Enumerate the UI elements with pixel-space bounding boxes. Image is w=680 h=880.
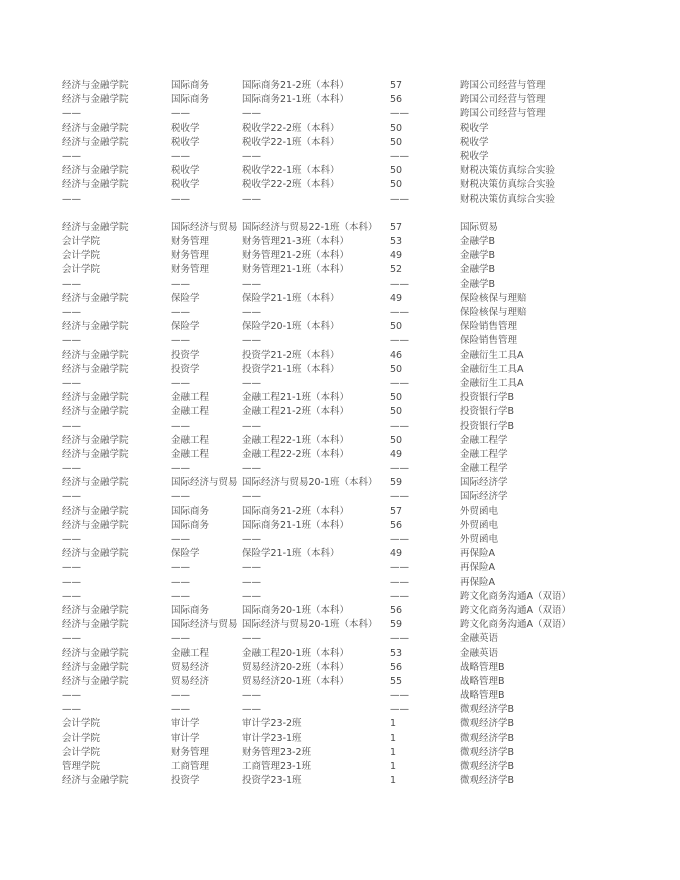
college-cell: 经济与金融学院 [62, 477, 129, 489]
student-count-cell: 50 [390, 165, 403, 177]
class-cell: 保险学21-1班（本科） [242, 548, 340, 560]
college-cell: —— [62, 377, 81, 389]
class-cell: 投资学21-1班（本科） [242, 363, 340, 375]
class-cell: 投资学21-2班（本科） [242, 349, 340, 361]
student-count-cell: 46 [390, 349, 403, 361]
college-cell: —— [62, 463, 81, 475]
college-cell: 经济与金融学院 [62, 321, 129, 333]
course-cell: 外贸函电 [460, 505, 499, 517]
course-cell: 金融衍生工具A [460, 377, 524, 389]
college-cell: 经济与金融学院 [62, 179, 129, 191]
major-cell: —— [171, 534, 190, 545]
student-count-cell: 50 [390, 122, 403, 134]
major-cell: 金融工程 [171, 448, 210, 460]
major-cell: —— [171, 108, 190, 120]
major-cell: 工商管理 [171, 761, 210, 772]
major-cell: 金融工程 [171, 406, 210, 418]
student-count-cell: 55 [390, 675, 403, 687]
major-cell: —— [171, 150, 190, 162]
class-cell: 金融工程22-1班（本科） [242, 434, 350, 446]
college-cell: —— [62, 491, 81, 503]
college-cell: 经济与金融学院 [62, 661, 129, 673]
major-cell: 贸易经济 [171, 661, 210, 673]
college-cell: —— [62, 108, 81, 120]
course-cell: 金融英语 [460, 647, 499, 659]
class-cell: —— [242, 420, 261, 432]
major-cell: —— [171, 491, 190, 503]
course-cell: 保险核保与理赔 [460, 307, 527, 318]
student-count-cell: 57 [390, 80, 403, 91]
college-cell: 经济与金融学院 [62, 406, 129, 418]
major-cell: 国际商务 [171, 604, 210, 616]
class-cell: 财务管理23-2班 [242, 746, 312, 758]
student-count-cell: 49 [390, 548, 403, 560]
student-count-cell: 50 [390, 363, 403, 375]
college-cell: 经济与金融学院 [62, 647, 129, 659]
student-count-cell: 59 [390, 619, 403, 631]
major-cell: —— [171, 576, 190, 588]
course-cell: 金融工程学 [460, 434, 508, 446]
college-cell: 会计学院 [62, 250, 101, 262]
class-cell: 税收学22-2班（本科） [242, 179, 340, 191]
major-cell: —— [171, 463, 190, 475]
class-cell: —— [242, 463, 261, 475]
class-cell: 税收学22-1班（本科） [242, 136, 340, 148]
major-cell: 国际商务 [171, 505, 210, 517]
course-cell: 再保险A [460, 562, 495, 574]
course-cell: 金融英语 [460, 633, 499, 645]
class-cell: 保险学20-1班（本科） [242, 321, 340, 333]
major-cell: 审计学 [171, 732, 200, 744]
class-cell: 贸易经济20-1班（本科） [242, 675, 350, 687]
course-cell: 跨文化商务沟通A（双语） [460, 604, 571, 616]
major-cell: 国际商务 [171, 94, 210, 106]
class-cell: 国际商务21-1班（本科） [242, 94, 350, 106]
class-cell: —— [242, 335, 261, 347]
major-cell: 税收学 [171, 179, 200, 191]
class-cell: 税收学22-2班（本科） [242, 122, 340, 134]
major-cell: —— [171, 193, 190, 205]
class-cell: —— [242, 576, 261, 588]
major-cell: —— [171, 335, 190, 347]
college-cell: 经济与金融学院 [62, 80, 129, 91]
college-cell: —— [62, 193, 81, 205]
college-cell: —— [62, 690, 81, 702]
class-cell: 审计学23-1班 [242, 732, 302, 744]
student-count-cell: —— [390, 108, 409, 120]
course-cell: 跨国公司经营与管理 [460, 108, 546, 120]
class-cell: 金融工程21-1班（本科） [242, 392, 350, 404]
student-count-cell: 50 [390, 136, 403, 148]
course-cell: 金融学B [460, 236, 496, 248]
class-cell: 国际经济与贸易22-1班（本科） [242, 221, 378, 233]
student-count-cell: —— [390, 335, 409, 347]
course-cell: 投资银行学B [460, 420, 515, 432]
class-cell: 税收学22-1班（本科） [242, 165, 340, 177]
major-cell: —— [171, 562, 190, 574]
major-cell: 财务管理 [171, 264, 210, 276]
course-cell: 国际经济学 [460, 477, 508, 489]
college-cell: 经济与金融学院 [62, 448, 129, 460]
college-cell: 经济与金融学院 [62, 122, 129, 134]
class-cell: 贸易经济20-2班（本科） [242, 661, 350, 673]
student-count-cell: 56 [390, 604, 403, 616]
class-cell: —— [242, 562, 261, 574]
student-count-cell: —— [390, 377, 409, 389]
major-cell: 国际商务 [171, 80, 210, 91]
college-cell: 经济与金融学院 [62, 775, 129, 787]
course-cell: 微观经济学B [460, 718, 515, 730]
student-count-cell: —— [390, 193, 409, 205]
course-cell: 跨国公司经营与管理 [460, 80, 546, 91]
college-cell: 经济与金融学院 [62, 136, 129, 148]
college-cell: —— [62, 562, 81, 574]
student-count-cell: 1 [390, 761, 397, 772]
major-cell: 税收学 [171, 165, 200, 177]
course-cell: 战略管理B [460, 690, 505, 702]
course-cell: 金融工程学 [460, 463, 508, 475]
course-cell: 跨国公司经营与管理 [460, 94, 546, 106]
student-count-cell: —— [390, 704, 409, 716]
college-cell: —— [62, 420, 81, 432]
course-cell: 金融学B [460, 278, 496, 290]
course-cell: 跨文化商务沟通A（双语） [460, 619, 571, 631]
course-cell: 财税决策仿真综合实验 [460, 179, 556, 191]
course-cell: 外贸函电 [460, 519, 499, 531]
course-cell: 再保险A [460, 576, 495, 588]
course-cell: 金融学B [460, 250, 496, 262]
class-cell: —— [242, 534, 261, 545]
course-cell: 税收学 [460, 150, 489, 162]
college-cell: —— [62, 278, 81, 290]
college-cell: 经济与金融学院 [62, 619, 129, 631]
major-cell: 金融工程 [171, 647, 210, 659]
class-cell: 财务管理21-1班（本科） [242, 264, 350, 276]
major-cell: 国际经济与贸易 [171, 221, 238, 233]
major-cell: 税收学 [171, 122, 200, 134]
major-cell: 税收学 [171, 136, 200, 148]
student-count-cell: —— [390, 491, 409, 503]
college-cell: 经济与金融学院 [62, 675, 129, 687]
major-cell: —— [171, 377, 190, 389]
college-cell: 经济与金融学院 [62, 519, 129, 531]
class-cell: 金融工程20-1班（本科） [242, 647, 350, 659]
student-count-cell: 49 [390, 292, 403, 304]
student-count-cell: 50 [390, 434, 403, 446]
student-count-cell: —— [390, 307, 409, 318]
class-cell: 金融工程22-2班（本科） [242, 448, 350, 460]
college-cell: 经济与金融学院 [62, 604, 129, 616]
class-cell: 工商管理23-1班 [242, 761, 312, 772]
college-cell: 经济与金融学院 [62, 505, 129, 517]
course-cell: 金融衍生工具A [460, 363, 524, 375]
student-count-cell: 56 [390, 94, 403, 106]
college-cell: —— [62, 307, 81, 318]
major-cell: —— [171, 690, 190, 702]
college-cell: 经济与金融学院 [62, 165, 129, 177]
course-cell: 国际贸易 [460, 221, 499, 233]
college-cell: —— [62, 150, 81, 162]
class-cell: —— [242, 307, 261, 318]
class-cell: —— [242, 150, 261, 162]
course-cell: 保险核保与理赔 [460, 292, 527, 304]
student-count-cell: —— [390, 562, 409, 574]
student-count-cell: 50 [390, 179, 403, 191]
class-cell: —— [242, 590, 261, 602]
course-cell: 微观经济学B [460, 746, 515, 758]
course-cell: 微观经济学B [460, 732, 515, 744]
major-cell: —— [171, 307, 190, 318]
college-cell: 经济与金融学院 [62, 94, 129, 106]
student-count-cell: 59 [390, 477, 403, 489]
course-cell: 金融学B [460, 264, 496, 276]
course-cell: 投资银行学B [460, 406, 515, 418]
course-cell: 保险销售管理 [460, 335, 518, 347]
course-cell: 微观经济学B [460, 704, 515, 716]
course-cell: 税收学 [460, 136, 489, 148]
major-cell: 投资学 [171, 363, 200, 375]
class-cell: 财务管理21-3班（本科） [242, 236, 350, 248]
major-cell: 保险学 [171, 321, 200, 333]
college-cell: 会计学院 [62, 746, 101, 758]
course-cell: 税收学 [460, 122, 489, 134]
course-cell: 金融衍生工具A [460, 349, 524, 361]
major-cell: 国际商务 [171, 519, 210, 531]
course-cell: 保险销售管理 [460, 321, 518, 333]
class-cell: —— [242, 193, 261, 205]
class-cell: 国际商务21-1班（本科） [242, 519, 350, 531]
class-cell: 保险学21-1班（本科） [242, 292, 340, 304]
student-count-cell: 56 [390, 661, 403, 673]
major-cell: 金融工程 [171, 434, 210, 446]
class-cell: 财务管理21-2班（本科） [242, 250, 350, 262]
student-count-cell: —— [390, 463, 409, 475]
major-cell: 金融工程 [171, 392, 210, 404]
college-cell: 管理学院 [62, 761, 101, 772]
class-cell: 审计学23-2班 [242, 718, 302, 730]
student-count-cell: 50 [390, 406, 403, 418]
student-count-cell: —— [390, 150, 409, 162]
class-cell: —— [242, 491, 261, 503]
student-count-cell: —— [390, 576, 409, 588]
class-cell: —— [242, 704, 261, 716]
course-cell: 外贸函电 [460, 534, 499, 545]
student-count-cell: 57 [390, 221, 403, 233]
major-cell: 保险学 [171, 292, 200, 304]
college-cell: —— [62, 335, 81, 347]
student-count-cell: 53 [390, 236, 403, 248]
course-cell: 跨文化商务沟通A（双语） [460, 590, 571, 602]
student-count-cell: 57 [390, 505, 403, 517]
major-cell: 财务管理 [171, 250, 210, 262]
student-count-cell: 53 [390, 647, 403, 659]
course-cell: 战略管理B [460, 661, 505, 673]
course-cell: 微观经济学B [460, 761, 515, 772]
class-cell: 国际经济与贸易20-1班（本科） [242, 477, 378, 489]
student-count-cell: 1 [390, 718, 397, 730]
class-cell: —— [242, 690, 261, 702]
student-count-cell: 50 [390, 392, 403, 404]
course-cell: 财税决策仿真综合实验 [460, 165, 556, 177]
course-cell: 再保险A [460, 548, 495, 560]
college-cell: 会计学院 [62, 236, 101, 248]
student-count-cell: 49 [390, 448, 403, 460]
course-cell: 财税决策仿真综合实验 [460, 193, 556, 205]
major-cell: 贸易经济 [171, 675, 210, 687]
college-cell: 经济与金融学院 [62, 363, 129, 375]
college-cell: —— [62, 633, 81, 645]
course-cell: 国际经济学 [460, 491, 508, 503]
class-cell: —— [242, 377, 261, 389]
student-count-cell: 1 [390, 732, 397, 744]
class-cell: 金融工程21-2班（本科） [242, 406, 350, 418]
college-cell: —— [62, 534, 81, 545]
course-cell: 微观经济学B [460, 775, 515, 787]
college-cell: 经济与金融学院 [62, 434, 129, 446]
student-count-cell: —— [390, 278, 409, 290]
major-cell: 财务管理 [171, 746, 210, 758]
major-cell: —— [171, 704, 190, 716]
class-cell: —— [242, 278, 261, 290]
college-cell: 会计学院 [62, 732, 101, 744]
student-count-cell: 50 [390, 321, 403, 333]
class-cell: —— [242, 633, 261, 645]
major-cell: 国际经济与贸易 [171, 619, 238, 631]
college-cell: 经济与金融学院 [62, 221, 129, 233]
class-cell: 国际经济与贸易20-1班（本科） [242, 619, 378, 631]
student-count-cell: 49 [390, 250, 403, 262]
course-cell: 战略管理B [460, 675, 505, 687]
major-cell: —— [171, 420, 190, 432]
student-count-cell: —— [390, 690, 409, 702]
major-cell: 国际经济与贸易 [171, 477, 238, 489]
college-cell: 经济与金融学院 [62, 349, 129, 361]
student-count-cell: —— [390, 534, 409, 545]
major-cell: —— [171, 633, 190, 645]
major-cell: 保险学 [171, 548, 200, 560]
student-count-cell: 1 [390, 775, 397, 787]
major-cell: —— [171, 590, 190, 602]
college-cell: 经济与金融学院 [62, 548, 129, 560]
college-cell: 经济与金融学院 [62, 392, 129, 404]
college-cell: 经济与金融学院 [62, 292, 129, 304]
class-cell: —— [242, 108, 261, 120]
student-count-cell: 56 [390, 519, 403, 531]
student-count-cell: —— [390, 420, 409, 432]
college-cell: 会计学院 [62, 264, 101, 276]
class-cell: 国际商务20-1班（本科） [242, 604, 350, 616]
major-cell: 审计学 [171, 718, 200, 730]
major-cell: 投资学 [171, 775, 200, 787]
course-cell: 金融工程学 [460, 448, 508, 460]
college-cell: —— [62, 576, 81, 588]
student-count-cell: 1 [390, 746, 397, 758]
student-count-cell: —— [390, 633, 409, 645]
class-cell: 国际商务21-2班（本科） [242, 80, 350, 91]
class-cell: 投资学23-1班 [242, 775, 302, 787]
class-cell: 国际商务21-2班（本科） [242, 505, 350, 517]
student-count-cell: —— [390, 590, 409, 602]
student-count-cell: 52 [390, 264, 403, 276]
course-cell: 投资银行学B [460, 392, 515, 404]
major-cell: 财务管理 [171, 236, 210, 248]
major-cell: 投资学 [171, 349, 200, 361]
college-cell: 会计学院 [62, 718, 101, 730]
college-cell: —— [62, 590, 81, 602]
major-cell: —— [171, 278, 190, 290]
college-cell: —— [62, 704, 81, 716]
